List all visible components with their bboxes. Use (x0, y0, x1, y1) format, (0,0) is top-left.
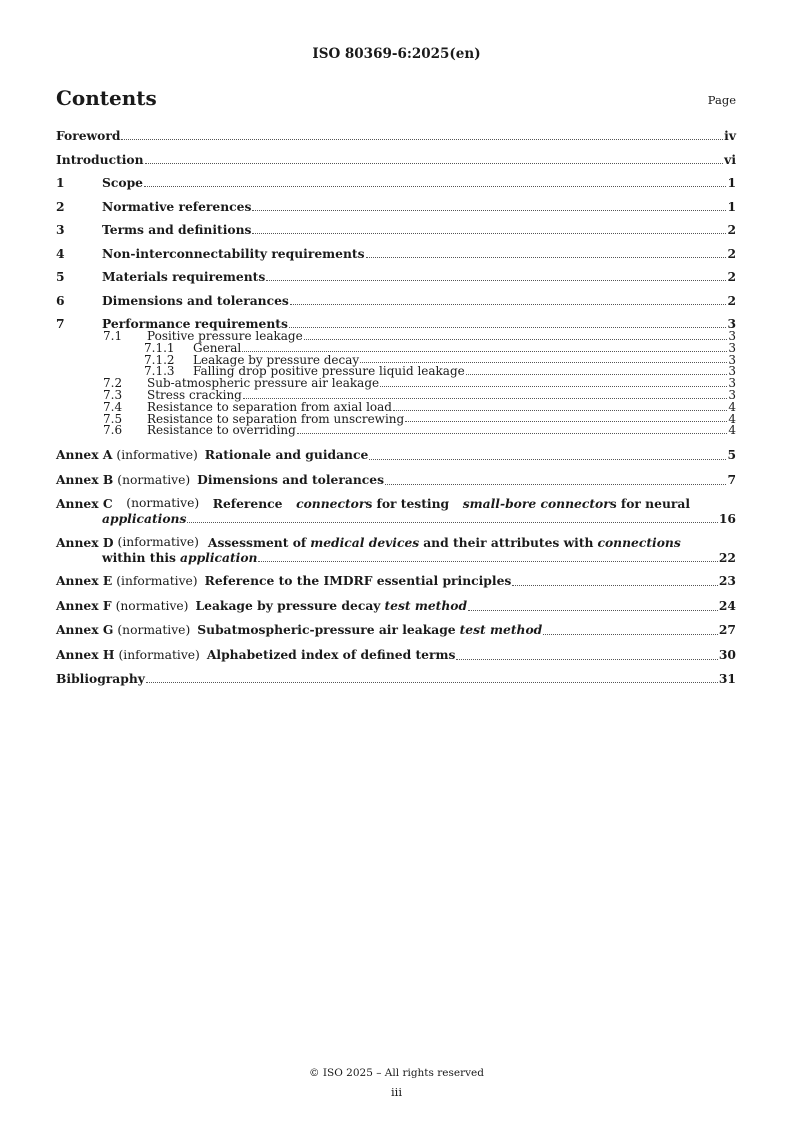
toc-entry-page: 2 (727, 269, 736, 284)
toc-entry-annex-g[interactable] (56, 622, 736, 638)
toc-entry-title: Positive pressure leakage (147, 329, 303, 343)
dot-leader (366, 256, 727, 258)
annex-type: (normative) (115, 598, 189, 613)
clause-number: 7.1.1 (144, 340, 175, 355)
dot-leader (144, 185, 726, 187)
toc-entry-title: Sub-atmospheric pressure air leakage (147, 376, 380, 391)
toc-entry-annex-h[interactable] (56, 647, 736, 663)
clause-number: 6 (56, 292, 65, 308)
toc-entry-annex-f[interactable] (56, 598, 736, 614)
annex-label: Annex C (56, 496, 113, 512)
defined-term: test method (384, 597, 468, 613)
dot-leader (290, 303, 727, 305)
annex-type: (normative) (117, 623, 191, 638)
toc-entry-page: 4 (728, 411, 736, 426)
toc-entry-page: 1 (727, 175, 736, 190)
clause-number: 7.1.2 (144, 352, 175, 367)
annex-label: Annex G (56, 622, 114, 638)
toc-entry-annex-b[interactable] (56, 472, 736, 488)
toc-entry-clause-6[interactable] (56, 293, 736, 308)
annex-label: Annex A (56, 447, 113, 463)
clause-number: 1 (56, 175, 65, 190)
annex-label: Annex H (56, 646, 115, 662)
dot-leader (243, 397, 727, 399)
toc-entry-clause-2[interactable] (56, 199, 736, 214)
document-id-header: ISO 80369-6:2025(en) (312, 46, 481, 62)
annex-type: (informative) (117, 534, 199, 549)
toc-entry-title: Bibliography (56, 671, 145, 687)
annex-title-part: Reference (212, 496, 283, 512)
toc-entry-title: General (193, 340, 242, 355)
annex-title-part: s for testing (365, 496, 450, 512)
toc-entry-page: 24 (718, 597, 736, 613)
clause-number: 7.1.3 (144, 364, 175, 379)
page-number: iii (390, 1085, 403, 1099)
dot-leader (369, 458, 726, 460)
annex-title-part: within this (102, 549, 176, 565)
toc-entry-annex-d[interactable] (56, 535, 736, 565)
toc-entry-title: Non-interconnectability requirements (102, 245, 365, 261)
toc-entry-title: Resistance to separation from axial load (147, 399, 392, 414)
dot-leader (512, 584, 718, 586)
toc-entry-title: Reference to the IMDRF essential principles (204, 573, 512, 589)
toc-entry-title: Leakage by pressure decay (195, 597, 381, 613)
dot-leader (456, 658, 717, 660)
annex-label: Annex D (56, 534, 114, 550)
toc-entry-title: Introduction (56, 151, 144, 167)
toc-entry-title: Performance requirements (102, 316, 288, 331)
annex-type: (normative) (117, 472, 191, 487)
annex-label: Annex F (56, 597, 112, 613)
dot-leader (543, 633, 718, 635)
toc-entry-title: Terms and definitions (102, 222, 252, 237)
toc-entry-page: 22 (718, 549, 736, 565)
clause-number: 7.3 (103, 387, 123, 402)
toc-entry-page: 3 (727, 316, 736, 331)
dot-leader (289, 326, 727, 328)
copyright-footer: © ISO 2025 – All rights reserved (309, 1067, 484, 1079)
toc-entry-clause-5[interactable] (56, 269, 736, 284)
toc-entry-title: Materials requirements (102, 269, 266, 284)
table-of-contents (56, 128, 736, 686)
annex-type: (informative) (118, 647, 200, 662)
annex-label: Annex E (56, 573, 113, 589)
toc-entry-foreword[interactable] (56, 128, 736, 143)
toc-entry-page: vi (724, 151, 736, 167)
page-column-label: Page (707, 93, 736, 107)
annex-title-part (296, 496, 449, 511)
defined-term: connections (597, 534, 681, 550)
annex-title-part: Assessment of (207, 534, 307, 550)
toc-entry-title: Resistance to overriding (147, 423, 296, 438)
toc-entry-bibliography[interactable] (56, 671, 736, 686)
annex-title-part (463, 496, 690, 511)
contents-title: Contents (56, 86, 157, 110)
toc-entry-page: 3 (728, 329, 736, 343)
dot-leader (385, 483, 726, 485)
toc-entry-page: 30 (718, 646, 736, 662)
defined-term: applications (102, 511, 187, 527)
toc-entry-page: 23 (718, 573, 736, 589)
annex-title-part: and their attributes with (423, 534, 594, 550)
toc-entry-page: 4 (728, 423, 736, 438)
toc-entry-page: 16 (718, 511, 736, 527)
toc-entry-page: 31 (718, 671, 736, 687)
dot-leader (393, 409, 727, 411)
toc-entry-page: 2 (727, 245, 736, 261)
toc-entry-introduction[interactable] (56, 152, 736, 167)
toc-entry-title: Subatmospheric-pressure air leakage (197, 622, 456, 638)
toc-entry-annex-e[interactable] (56, 573, 736, 589)
clause-number: 7.5 (103, 411, 123, 426)
annex-title-part: s for neural (609, 496, 690, 512)
toc-entry-page: 5 (727, 447, 736, 463)
dot-leader (242, 350, 727, 352)
toc-entry-7-6[interactable] (56, 425, 736, 437)
toc-entry-page: 3 (728, 364, 736, 379)
toc-entry-annex-a[interactable] (56, 447, 736, 463)
dot-leader (146, 681, 718, 683)
dot-leader (252, 232, 726, 234)
annex-label: Annex B (56, 471, 114, 487)
toc-entry-title: Dimensions and tolerances (197, 471, 384, 487)
toc-entry-title: Alphabetized index of defined terms (206, 646, 456, 662)
clause-number: 7.2 (103, 376, 123, 391)
clause-number: 3 (56, 222, 65, 237)
dot-leader (252, 209, 726, 211)
defined-term: application (180, 549, 258, 565)
toc-entry-page: 7 (727, 471, 736, 487)
dot-leader (145, 162, 724, 164)
toc-entry-page: 1 (727, 198, 736, 214)
toc-entry-page: 3 (728, 387, 736, 402)
defined-term: small-bore connector (462, 496, 610, 512)
toc-entry-title: Scope (102, 175, 143, 190)
defined-term: connector (296, 496, 366, 512)
dot-leader (360, 361, 727, 363)
clause-number: 4 (56, 245, 65, 261)
clause-number: 2 (56, 198, 65, 214)
annex-type: (normative) (126, 496, 200, 511)
toc-entry-page: 27 (718, 622, 736, 638)
toc-entry-clause-3[interactable] (56, 222, 736, 237)
dot-leader (266, 279, 726, 281)
toc-entry-title: Resistance to separation from unscrewing (147, 411, 405, 426)
dot-leader (380, 385, 727, 387)
toc-entry-title: Rationale and guidance (204, 447, 369, 463)
toc-entry-title: Leakage by pressure decay (193, 352, 360, 367)
annex-type: (informative) (116, 448, 198, 463)
clause-number: 7.1 (103, 329, 123, 343)
dot-leader (258, 560, 717, 562)
dot-leader (468, 609, 718, 611)
toc-entry-clause-1[interactable] (56, 175, 736, 190)
dot-leader (187, 521, 717, 523)
dot-leader (405, 420, 727, 422)
clause-number: 7.6 (103, 423, 123, 438)
dot-leader (297, 432, 728, 434)
toc-entry-title: Normative references (102, 198, 252, 214)
defined-term: medical devices (310, 534, 420, 550)
toc-entry-title: Dimensions and tolerances (102, 292, 289, 308)
clause-number: 5 (56, 269, 65, 284)
toc-entry-page: 2 (727, 222, 736, 237)
toc-entry-page: 3 (728, 376, 736, 391)
annex-type: (informative) (116, 574, 198, 589)
toc-entry-page: 2 (727, 292, 736, 308)
toc-entry-title: Falling drop positive pressure liquid leakage (193, 364, 465, 379)
toc-entry-title: Foreword (56, 128, 121, 143)
dot-leader (304, 338, 728, 340)
defined-term: test method (459, 622, 543, 638)
clause-number: 7.4 (103, 399, 123, 414)
toc-entry-page: 3 (728, 340, 736, 355)
toc-entry-page: 3 (728, 352, 736, 367)
toc-entry-page: iv (724, 128, 736, 143)
dot-leader (121, 138, 723, 140)
toc-entry-clause-4[interactable] (56, 246, 736, 261)
dot-leader (466, 373, 728, 375)
toc-entry-page: 4 (728, 399, 736, 414)
toc-entry-annex-c[interactable] (56, 496, 736, 526)
clause-number: 7 (56, 316, 65, 331)
toc-entry-title: Stress cracking (147, 387, 242, 402)
